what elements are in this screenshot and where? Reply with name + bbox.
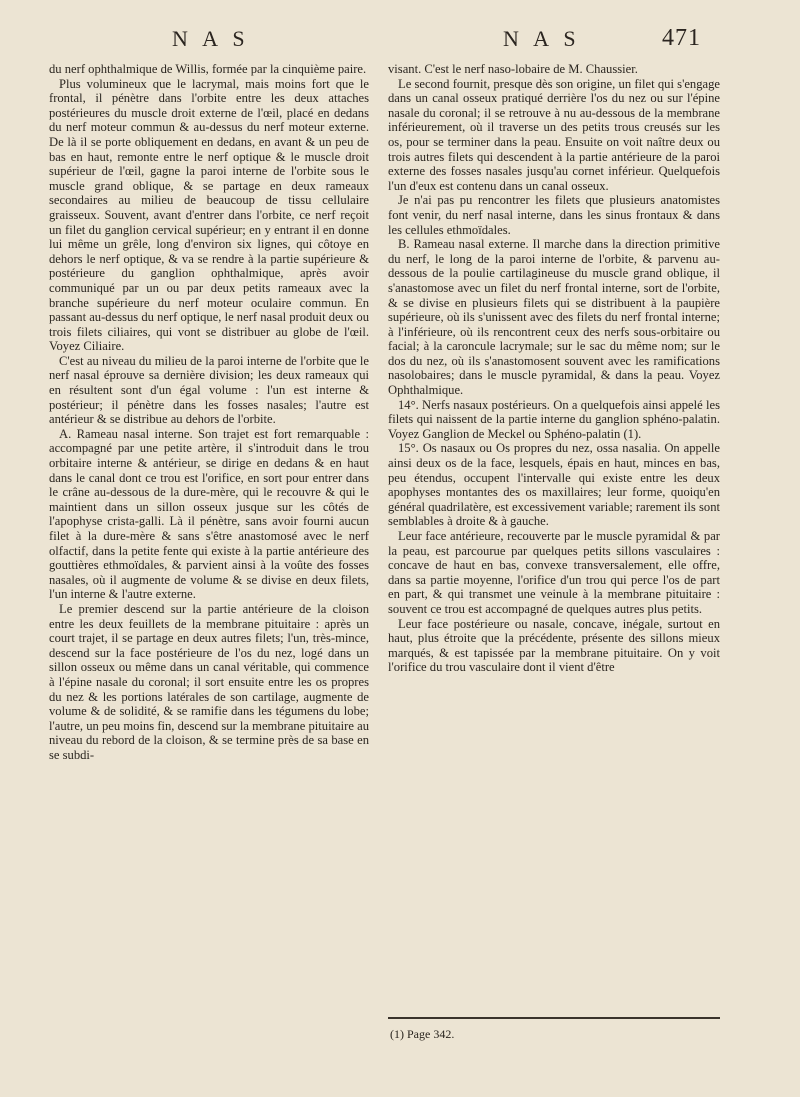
right-text-column	[388, 62, 720, 675]
paragraph: visant. C'est le nerf naso-lobaire de M. Chaussier.	[388, 62, 638, 76]
paragraph: Leur face postérieure ou nasale, concave, inégale, surtout en haut, plus étroite que la précédente, présente des sillons mieux marqués, & est tapissée par la membrane pituitaire. On y voit l'orifice du trou vasculaire dont il vient d'être	[388, 616, 720, 675]
paragraph: Le premier descend sur la partie antérieure de la cloison entre les deux feuillets de la membrane pituitaire : après un court trajet, il se partage en deux autres filets; l'un, très-mince, descend sur la face postérieure de l'os du nez, logé dans un sillon osseux ou même dans un canal véritable, qui commence à l'épine nasale du coronal; il sort ensuite entre les os propres du nez & les portions latérales de son cartilage, augmente de volume & de solidité, & se ramifie dans les tégumens du lobe; l'autre, un peu moins fin, descend sur la membrane pituitaire au niveau du rebord de la cloison, & se termine près de sa base en se subdi-	[49, 601, 369, 762]
footnote: (1) Page 342.	[390, 1027, 455, 1041]
paragraph: Je n'ai pas pu rencontrer les filets que plusieurs anatomistes font venir, du nerf nasal interne, dans les sinus frontaux & dans les cellules ethmoïdales.	[388, 193, 720, 237]
running-head-right: N A S	[503, 26, 581, 51]
left-text-column	[49, 62, 369, 763]
paragraph: 14°. Nerfs nasaux postérieurs. On a quelquefois ainsi appelé les filets qui naissent de la partie interne du ganglion sphéno-palatin. Voyez Ganglion de Meckel ou Sphéno-palatin (1).	[388, 397, 720, 441]
paragraph: du nerf ophthalmique de Willis, formée par la cinquième paire.	[49, 62, 367, 76]
paragraph: Plus volumineux que le lacrymal, mais moins fort que le frontal, il pénètre dans l'orbite entre les deux attaches postérieures du muscle droit externe de l'œil, placé en dedans du nerf moteur commun & au-dessus du nerf moteur externe. De là il se porte obliquement en dedans, en avant & un peu de bas en haut, remonte entre le nerf optique & le muscle droit supérieur de l'œil, gagne la paroi interne de l'orbite sous le muscle grand oblique, & se partage en deux rameaux secondaires au milieu de beaucoup de tissu cellulaire graisseux. Souvent, avant d'entrer dans l'orbite, ce nerf reçoit un filet du ganglion cervical supérieur; en y entrant il en donne lui même un grêle, long d'environ six lignes, qui côtoye en dehors le nerf optique, & va se rendre à la partie supérieure & postérieure du ganglion ophthalmique, après avoir communiqué par un ou par deux petits rameaux avec la branche supérieure du nerf moteur oculaire commun. En passant au-dessus du nerf optique, le nerf nasal produit deux ou trois filets ciliaires, qui vont se distribuer au globe de l'œil. Voyez Ciliaire.	[49, 76, 370, 354]
paragraph: Leur face antérieure, recouverte par le muscle pyramidal & par la peau, est parcourue par quelques petits sillons vasculaires : concave de haut en bas, convexe transversalement, elle offre, dans sa partie moyenne, l'orifice d'un trou qui perce l'os de part en part, & qui transmet une veinule à la membrane pituitaire : souvent ce trou est accompagné de quelques autres plus petits.	[388, 529, 720, 616]
paragraph: A. Rameau nasal interne. Son trajet est fort remarquable : accompagné par une petite artère, il s'introduit dans le trou orbitaire interne & antérieur, se dirige en dedans & en haut dans le canal dont ce trou est l'orifice, en sort pour entrer dans le crâne au-dessous de la dure-mère, qui le recouvre & qui le maintient dans un sillon osseux jusque sur les côtés de l'apophyse crista-galli. Là il pénètre, sans avoir fourni aucun filet à la dure-mère & sans s'être anastomosé avec le nerf olfactif, dans la petite fente qui existe à la partie antérieure des gouttières ethmoïdales, & parvient ainsi à la voûte des fosses nasales, où il augmente de volume & se divise en deux filets, l'un interne & l'autre externe.	[49, 426, 369, 602]
footnote-rule	[388, 1017, 720, 1019]
paragraph: 15°. Os nasaux ou Os propres du nez, ossa nasalia. On appelle ainsi deux os de la face, lesquels, épais en haut, minces en bas, peu étendus, occupent l'intervalle qui existe entre les deux apophyses montantes des os maxillaires; leur forme, quoiqu'en général quadrilatère, est excessivement variable; rarement ils sont semblables à droite & à gauche.	[388, 441, 720, 529]
running-head-left: N A S	[172, 26, 250, 51]
page-number: 471	[662, 25, 701, 51]
paragraph: B. Rameau nasal externe. Il marche dans la direction primitive du nerf, le long de la paroi interne de l'orbite, & parvenu au-dessous de la poulie cartilagineuse du muscle grand oblique, il s'anastomose avec un filet du nerf frontal interne, sort de l'orbite, & se divise en plusieurs filets qui se distribuent à la paupière supérieure, où ils s'unissent avec des filets du nerf frontal interne; à l'inférieure, où ils rencontrent ceux des nerfs sous-orbitaire ou facial; à la caroncule lacrymale; sur le sac du même nom; sur le dos du nez, où ils s'anastomosent souvent avec les ramifications nasolobaires; dans le muscle pyramidal, & dans la peau. Voyez Ophthalmique.	[388, 237, 720, 398]
paragraph: C'est au niveau du milieu de la paroi interne de l'orbite que le nerf nasal éprouve sa dernière division; les deux rameaux qui en résultent sont d'un égal volume : l'un est interne & postérieur; il pénètre dans les fosses nasales; l'autre est antérieur & se distribue au dehors de l'orbite.	[49, 353, 369, 427]
paragraph: Le second fournit, presque dès son origine, un filet qui s'engage dans un canal osseux pratiqué derrière l'os du nez ou sur l'épine nasale du coronal; il se retrouve à nu au-dessous de la membrane inférieurement, où il traverse un des petits trous creusés sur les os, pour se terminer dans la peau. Ensuite on voit naître deux ou trois autres filets qui descendent à la partie antérieure de la paroi externe des fosses nasales jusqu'au cornet inférieur. Quelquefois l'un d'eux est contenu dans un canal osseux.	[388, 76, 720, 193]
